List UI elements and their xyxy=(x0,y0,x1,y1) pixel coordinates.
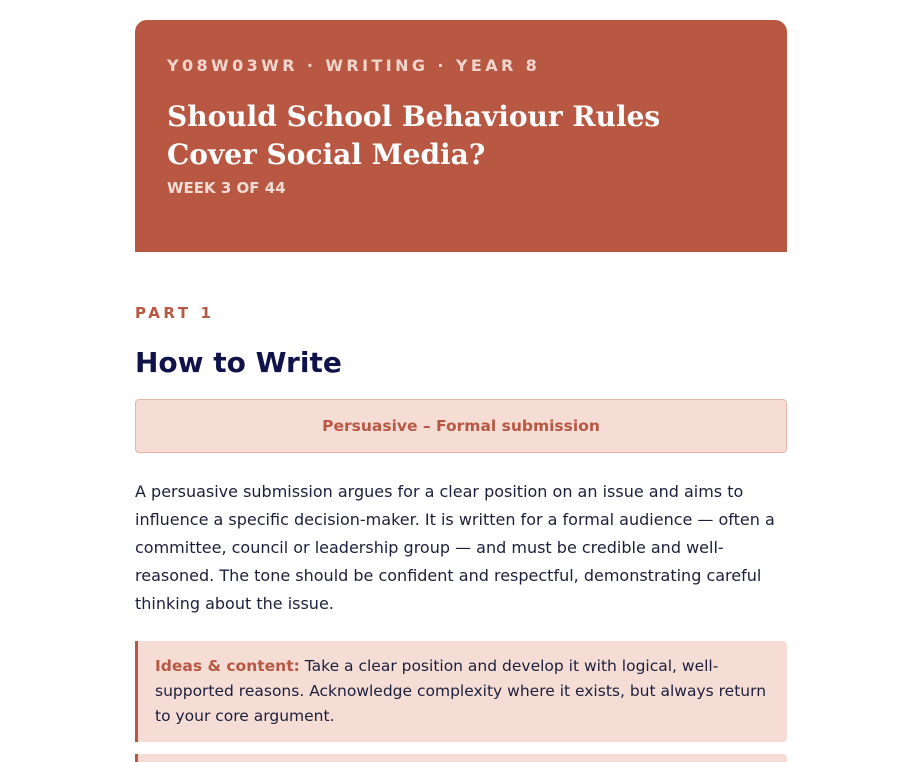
section-title: How to Write xyxy=(135,346,342,379)
text-type-banner xyxy=(135,399,787,453)
lesson-title: Should School Behaviour Rules Cover Social Media? xyxy=(167,100,661,171)
week-indicator: WEEK 3 OF 44 xyxy=(167,179,286,197)
lesson-header xyxy=(135,20,787,252)
tip-label: Ideas & content: xyxy=(155,657,300,675)
text-type-label: Persuasive – Formal submission xyxy=(322,417,600,435)
intro-paragraph: A persuasive submission argues for a clear position on an issue and aims to influence a specific decision-maker. It is written for a formal audience — often a committee, council or leadership group — and must be credible and well-reasoned. The tone should be confident and respectful, demonstrating careful thinking about the issue. xyxy=(135,482,775,613)
part-label: PART 1 xyxy=(135,304,215,322)
tip-text: Take a clear position and develop it with logical, well-supported reasons. Acknowledge complexity where it exists, but always return to your core argument. xyxy=(155,657,767,725)
tip-callout-next xyxy=(135,754,787,762)
lesson-code: Y08W03WR · WRITING · YEAR 8 xyxy=(167,56,541,75)
tip-callout-ideas xyxy=(135,641,787,742)
